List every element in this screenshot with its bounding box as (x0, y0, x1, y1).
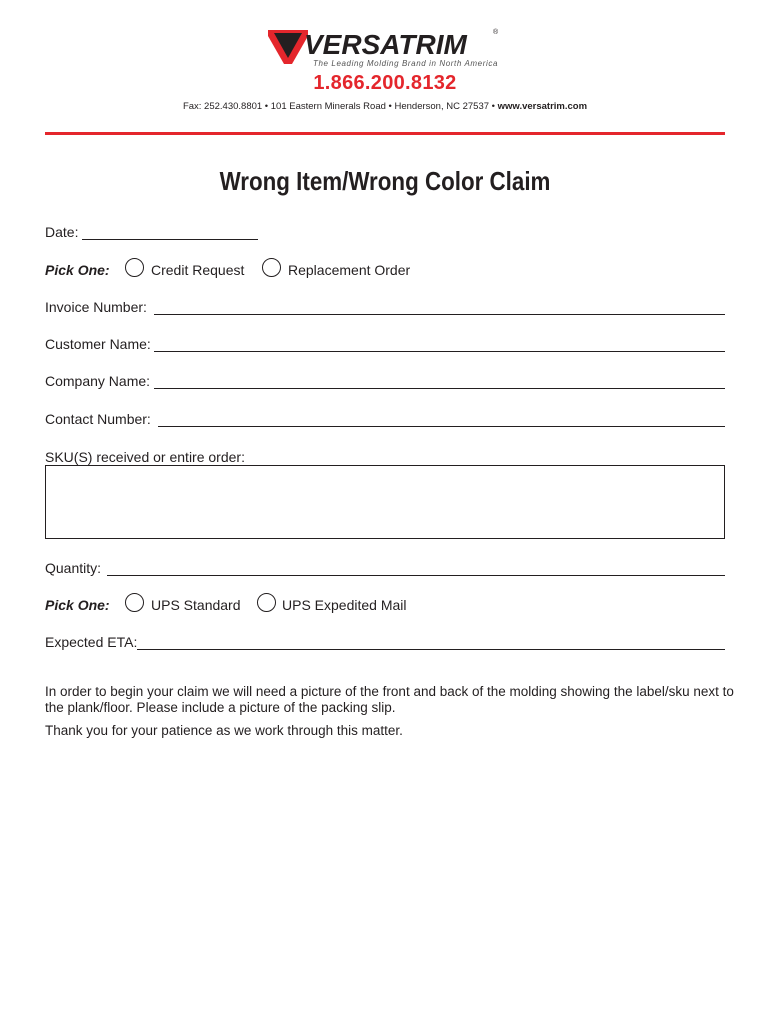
sku-label: SKU(S) received or entire order: (45, 449, 245, 465)
replacement-order-radio[interactable] (262, 258, 281, 277)
ups-expedited-radio[interactable] (257, 593, 276, 612)
expected-eta-field[interactable] (137, 649, 725, 650)
header-divider (45, 132, 725, 135)
contact-number-field[interactable] (158, 426, 725, 427)
date-field[interactable] (82, 239, 258, 240)
pick-one-shipping-label: Pick One: (45, 597, 110, 613)
company-name-label: Company Name: (45, 373, 151, 389)
sku-textarea[interactable] (45, 465, 725, 539)
address-text: Fax: 252.430.8801 • 101 Eastern Minerals Road • Henderson, NC 27537 • (182, 101, 498, 112)
brand-tagline: The Leading Molding Brand in North America (313, 59, 498, 68)
date-label: Date: (45, 224, 79, 240)
address-line (0, 101, 770, 112)
phone-number: 1.866.200.8132 (313, 72, 457, 94)
versatrim-logo (268, 22, 508, 74)
quantity-label: Quantity: (45, 560, 102, 576)
company-name-field[interactable] (154, 388, 725, 389)
website-link[interactable]: www.versatrim.com (497, 101, 588, 112)
thank-you-note: Thank you for your patience as we work through this matter. (45, 723, 403, 738)
registered-mark: ® (493, 29, 499, 36)
brand-name: VERSATRIM (304, 29, 467, 60)
form-title: Wrong Item/Wrong Color Claim (219, 166, 551, 196)
pick-one-label: Pick One: (45, 262, 110, 278)
expected-eta-label: Expected ETA: (45, 634, 138, 650)
customer-name-field[interactable] (154, 351, 725, 352)
quantity-field[interactable] (107, 575, 725, 576)
customer-name-label: Customer Name: (45, 336, 151, 352)
invoice-number-label: Invoice Number: (45, 299, 147, 315)
credit-request-radio[interactable] (125, 258, 144, 277)
invoice-number-field[interactable] (154, 314, 725, 315)
claim-instructions: In order to begin your claim we will need a picture of the front and back of the molding showing the label/sku next to the plank/floor. Please include a picture of the packing slip. (45, 684, 734, 715)
ups-standard-label: UPS Standard (151, 597, 241, 613)
contact-number-label: Contact Number: (45, 411, 151, 427)
ups-standard-radio[interactable] (125, 593, 144, 612)
ups-expedited-label: UPS Expedited Mail (282, 597, 407, 613)
replacement-order-label: Replacement Order (288, 262, 411, 278)
credit-request-label: Credit Request (151, 262, 245, 278)
